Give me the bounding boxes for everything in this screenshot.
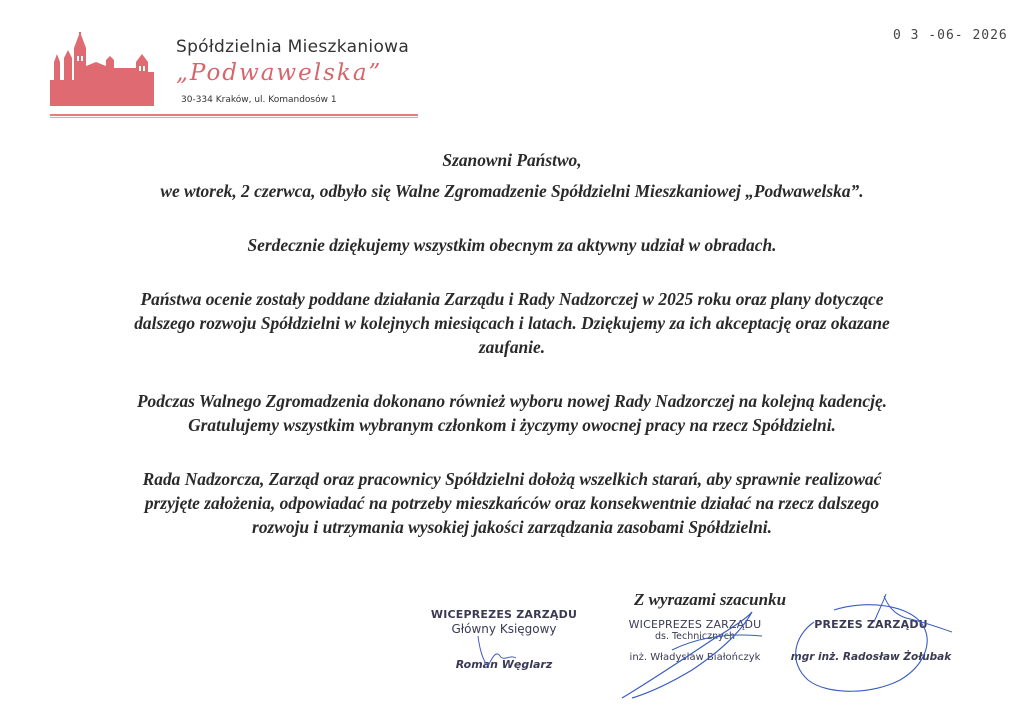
paragraph-4-line-2: Gratulujemy wszystkim wybranym członkom i życzymy owocnej pracy na rzecz Spółdzielni. — [188, 415, 836, 435]
header-rule — [50, 114, 418, 118]
paragraph-5-line-2: przyjęte założenia, odpowiadać na potrzeby mieszkańców oraz konsekwentnie działać na rzecz dalszego — [144, 493, 880, 513]
signature-block-president — [786, 618, 956, 663]
paragraph-3-line-2: dalszego rozwoju Spółdzielni w kolejnych miesiącach i latach. Dziękujemy za ich akceptację oraz okazane — [134, 313, 890, 333]
letterhead — [0, 0, 1024, 130]
org-name: Spółdzielnia Mieszkaniowa — [176, 37, 410, 57]
org-address: 30-334 Kraków, ul. Komandosów 1 — [181, 95, 337, 105]
paragraph-5-line-1: Rada Nadzorcza, Zarząd oraz pracownicy Spółdzielni dołożą wszelkich starań, aby sprawnie realizować — [142, 469, 882, 489]
wawel-castle-logo — [50, 32, 154, 106]
stamp-title: WICEPREZES ZARZĄDU — [430, 608, 578, 621]
signature-block-vice-president-accountant — [420, 608, 588, 671]
stamp-role: Główny Księgowy — [451, 622, 557, 636]
thanks-paragraph: Serdecznie dziękujemy wszystkim obecnym za aktywny udział w obradach. — [247, 235, 777, 255]
paragraph-5-line-3: rozwoju i utrzymania wysokiej jakości zarządzania zasobami Spółdzielni. — [252, 517, 772, 537]
stamp-name: inż. Władysław Białończyk — [629, 652, 761, 663]
paragraph-3-line-1: Państwa ocenie zostały poddane działania Zarządu i Rady Nadzorczej w 2025 roku oraz plany dotyczące — [140, 289, 884, 309]
paragraph-4-line-1: Podczas Walnego Zgromadzenia dokonano również wyboru nowej Rady Nadzorczej na kolejną kadencję. — [136, 391, 888, 411]
stamp-title: WICEPREZES ZARZĄDU — [628, 618, 762, 631]
stamp-name: mgr inż. Radosław Żołubak — [790, 651, 952, 663]
org-subtitle: „Podwawelska” — [176, 60, 383, 86]
stamp-name: Roman Węglarz — [455, 658, 553, 671]
closing-phrase: Z wyrazami szacunku — [633, 590, 787, 609]
date-stamp: 0 3 -06- 2026 — [893, 28, 1008, 43]
signature-block-vice-president-technical — [610, 618, 780, 663]
stamp-role: ds. Technicznych — [654, 631, 736, 642]
intro-paragraph: we wtorek, 2 czerwca, odbyło się Walne Zgromadzenie Spółdzielni Mieszkaniowej „Podwawelska”. — [160, 181, 864, 201]
stamp-title: PREZES ZARZĄDU — [814, 618, 928, 631]
paragraph-3-line-3: zaufanie. — [478, 337, 546, 357]
letter-body — [60, 148, 964, 539]
greeting: Szanowni Państwo, — [442, 150, 582, 170]
